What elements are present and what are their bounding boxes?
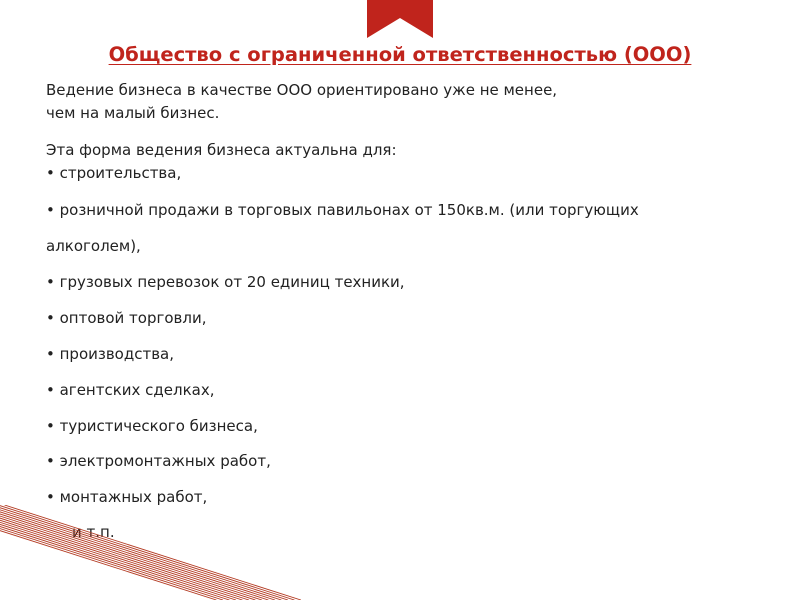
list-item: алкоголем),	[46, 237, 141, 255]
hatched-corner-decoration	[0, 505, 800, 600]
closing-text: и т.п.	[72, 523, 115, 541]
slide-title: Общество с ограниченной ответственностью (ООО)	[108, 43, 692, 66]
lead-text: Эта форма ведения бизнеса актуальна для:	[46, 141, 397, 159]
intro-line-1: Ведение бизнеса в качестве ООО ориентировано уже не менее,	[46, 81, 558, 99]
hatch-line	[5, 505, 301, 600]
bookmark-ribbon-icon	[367, 0, 433, 40]
list-item: • производства,	[46, 345, 175, 363]
intro-line-2: чем на малый бизнес.	[46, 104, 220, 122]
hatch-line	[0, 505, 223, 600]
list-item: • оптовой торговли,	[46, 309, 207, 327]
list-item: • электромонтажных работ,	[46, 452, 271, 470]
list-item: • агентских сделках,	[46, 381, 215, 399]
list-item: • грузовых перевозок от 20 единиц техники,	[46, 273, 405, 291]
list-item: • строительства,	[46, 164, 182, 182]
list-item: • розничной продажи в торговых павильонах от 150кв.м. (или торгующих	[46, 201, 639, 219]
list-item: • монтажных работ,	[46, 488, 208, 506]
list-item: • туристического бизнеса,	[46, 417, 258, 435]
hatch-line	[0, 505, 294, 600]
